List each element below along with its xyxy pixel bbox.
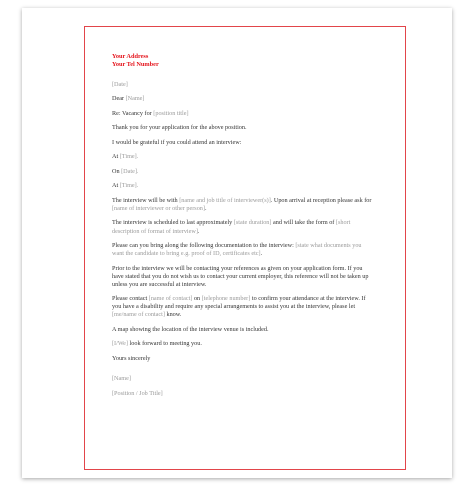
subject-line (112, 110, 374, 118)
contact-text-a: Please contact (112, 295, 148, 303)
at-label-2: At (112, 182, 119, 190)
signature-position-placeholder: [Position / Job Title] (112, 389, 163, 397)
schedule-text-b: and will take the form of (273, 219, 335, 227)
name-placeholder: [Name] (125, 95, 145, 103)
contact-text-b: on (193, 295, 201, 303)
your-tel-number: Your Tel Number (112, 61, 159, 68)
position-title-placeholder: [position title] (153, 109, 189, 117)
documents-text-a: Please can you bring along the following documentation to the interview: (112, 242, 294, 250)
telephone-placeholder: [telephone number] (201, 295, 251, 303)
interview-date-placeholder: [Date]. (121, 167, 139, 175)
re-vacancy-text: Re: Vacancy for (112, 109, 152, 117)
interview-at-line (112, 153, 374, 161)
letter-body (112, 53, 374, 398)
contact-text-d: know. (166, 311, 182, 319)
salutation (112, 95, 374, 103)
me-name-placeholder: [me/name of contact] (112, 311, 165, 319)
time-placeholder-2: [Time]. (119, 182, 139, 190)
format-placeholder: [short description of format of interview] (112, 219, 351, 235)
documents-paragraph (112, 242, 374, 258)
look-forward-text: look forward to meeting you. (129, 340, 202, 348)
interview-at-time-line (112, 182, 374, 190)
documents-placeholder: [state what documents you want the candidate to bring e.g. proof of ID, certificates etc] (112, 242, 362, 258)
interviewer-text-b: . Upon arrival at reception please ask for (270, 196, 372, 204)
contact-text-c: to confirm your attendance at the interview. If you have a disability and require any special arrangements to assist you at the interview, please let (112, 295, 366, 311)
closing: Yours sincerely (112, 354, 151, 362)
interviewer-text-a: The interview will be with (112, 196, 178, 204)
dear-text: Dear (112, 95, 125, 103)
time-placeholder: [Time]. (119, 153, 139, 161)
reception-contact-placeholder: [name of interviewer or other person] (112, 204, 205, 212)
signature-name-placeholder: [Name] (112, 375, 131, 383)
we-placeholder: [I/We] (112, 340, 128, 348)
grateful-paragraph: I would be grateful if you could attend an interview: (112, 138, 242, 146)
date-placeholder: [Date] (112, 81, 128, 88)
schedule-paragraph (112, 219, 374, 235)
documents-text-c: . (260, 250, 263, 258)
contact-paragraph (112, 295, 374, 319)
contact-name-placeholder: [name of contact] (148, 295, 193, 303)
references-paragraph: Prior to the interview we will be contacting your references as given on your application form. If you have stated that you do not wish us to contact your current employer, this reference will not be taken up unless you are successful at interview. (112, 264, 369, 288)
at-label: At (112, 153, 119, 161)
map-paragraph: A map showing the location of the interview venue is included. (112, 325, 269, 333)
schedule-text-c: . (197, 227, 200, 235)
interviewer-text-c: . (204, 204, 207, 212)
look-forward-line (112, 340, 374, 348)
on-label: On (112, 167, 120, 175)
duration-placeholder: [state duration] (233, 219, 272, 227)
interviewer-paragraph (112, 197, 374, 213)
interview-on-line (112, 168, 374, 176)
schedule-text-a: The interview is scheduled to last approximately (112, 219, 233, 227)
interviewer-placeholder: [name and job title of interviewer(s)] (179, 196, 271, 204)
your-address: Your Address (112, 53, 149, 60)
thank-you-paragraph: Thank you for your application for the above position. (112, 124, 247, 132)
